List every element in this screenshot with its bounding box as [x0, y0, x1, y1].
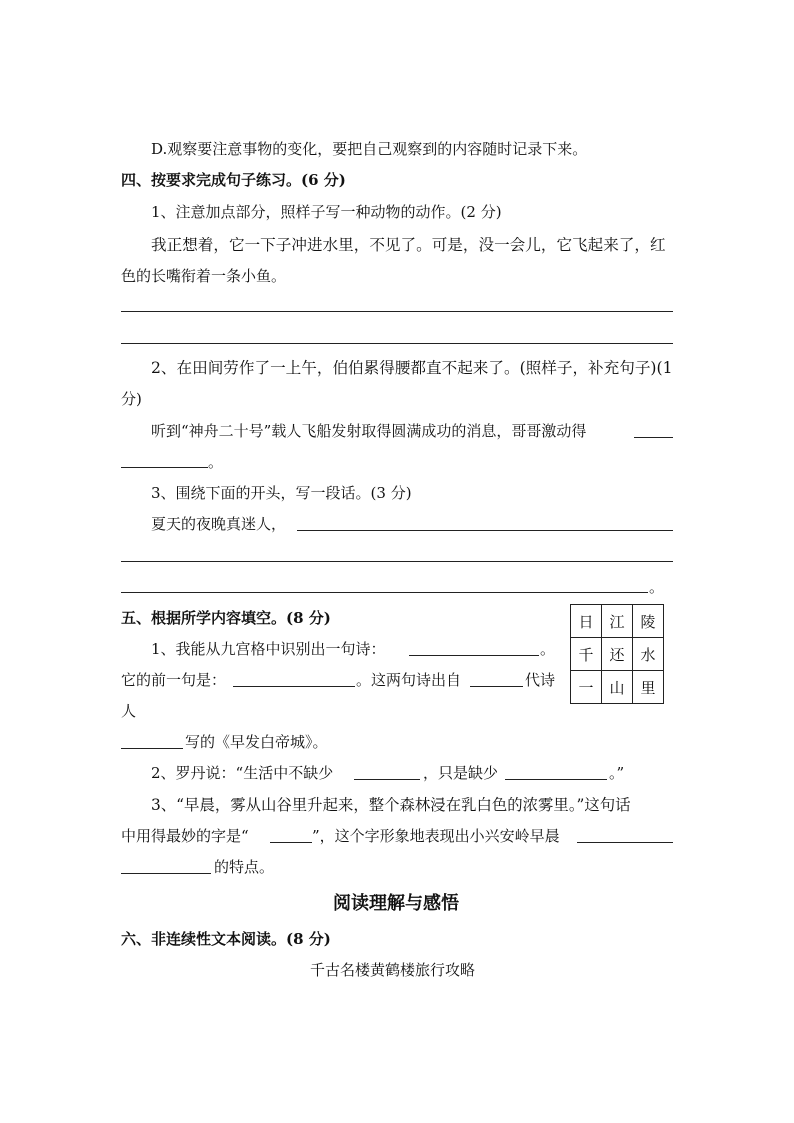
question-4-2-a: 2、在田间劳作了一上午，伯伯累得腰都直不起来了。(照样子，补充句子)(1 — [151, 359, 673, 377]
answer-line[interactable] — [121, 592, 648, 593]
question-5-2-middle: ，只是缺少 — [423, 764, 499, 782]
answer-blank[interactable] — [121, 748, 183, 749]
option-d-text: D.观察要注意事物的变化，要把自己观察到的内容随时记录下来。 — [151, 140, 588, 158]
answer-blank[interactable] — [409, 655, 539, 656]
answer-blank[interactable] — [354, 779, 420, 780]
answer-line[interactable] — [121, 561, 673, 562]
question-5-1-c: 人 — [121, 702, 137, 720]
period-mark: 。 — [649, 578, 665, 596]
section-4-title: 四、按要求完成句子练习。(6 分) — [121, 171, 346, 189]
answer-blank[interactable] — [121, 467, 208, 468]
section-5-title: 五、根据所学内容填空。(8 分) — [121, 609, 331, 627]
grid-cell: 千 — [571, 638, 602, 671]
question-4-2-b: 分) — [121, 390, 142, 408]
answer-blank[interactable] — [270, 842, 312, 843]
question-5-1-d: 写的《早发白帝城》。 — [185, 733, 328, 751]
grid-cell: 还 — [602, 638, 633, 671]
article-title: 千古名楼黄鹤楼旅行攻略 — [310, 961, 476, 979]
question-5-2-end: 。” — [609, 764, 625, 782]
answer-blank[interactable] — [634, 437, 673, 438]
question-4-1-sentence-a: 我正想着，它一下子冲进水里，不见了。可是，没一会儿，它飞起来了，红 — [151, 236, 666, 254]
grid-cell: 日 — [571, 605, 602, 638]
question-4-2-sentence: 听到“神舟二十号”载人飞船发射取得圆满成功的消息，哥哥激动得 — [151, 422, 587, 440]
question-5-2-start: 2、罗丹说：“生活中不缺少 — [151, 764, 334, 782]
question-4-3: 3、围绕下面的开头，写一段话。(3 分) — [151, 484, 412, 502]
grid-cell: 陵 — [633, 605, 664, 638]
question-5-1-a: 1、我能从九宫格中识别出一句诗： — [151, 640, 386, 658]
answer-line[interactable] — [121, 311, 673, 312]
question-5-1-b-middle: 。这两句诗出自 — [356, 671, 462, 689]
grid-cell: 里 — [633, 671, 664, 704]
period-mark: 。 — [540, 640, 556, 658]
period-mark: 。 — [208, 453, 224, 471]
grid-cell: 水 — [633, 638, 664, 671]
question-5-1-b-end: 代诗 — [525, 671, 556, 689]
answer-blank[interactable] — [233, 686, 355, 687]
reading-section-heading: 阅读理解与感悟 — [333, 893, 459, 914]
grid-cell: 一 — [571, 671, 602, 704]
answer-line[interactable] — [121, 343, 673, 344]
answer-blank[interactable] — [121, 873, 211, 874]
answer-blank[interactable] — [577, 842, 673, 843]
grid-cell: 江 — [602, 605, 633, 638]
question-5-3-b-end: ”，这个字形象地表现出小兴安岭早晨 — [312, 827, 560, 845]
question-5-3-c: 的特点。 — [214, 858, 275, 876]
section-6-title: 六、非连续性文本阅读。(8 分) — [121, 930, 331, 948]
answer-blank[interactable] — [505, 779, 607, 780]
question-4-3-opening: 夏天的夜晚真迷人， — [151, 515, 287, 533]
grid-cell: 山 — [602, 671, 633, 704]
nine-grid — [570, 604, 664, 704]
question-5-1-b-start: 它的前一句是： — [121, 671, 227, 689]
question-4-1: 1、注意加点部分，照样子写一种动物的动作。(2 分) — [151, 203, 502, 221]
question-5-3-a: 3、“早晨，雾从山谷里升起来，整个森林浸在乳白色的浓雾里。”这句话 — [151, 796, 631, 814]
question-4-1-sentence-b: 色的长嘴衔着一条小鱼。 — [121, 267, 287, 285]
question-5-3-b-start: 中用得最妙的字是“ — [121, 827, 249, 845]
answer-blank[interactable] — [470, 686, 523, 687]
answer-line[interactable] — [297, 530, 673, 531]
